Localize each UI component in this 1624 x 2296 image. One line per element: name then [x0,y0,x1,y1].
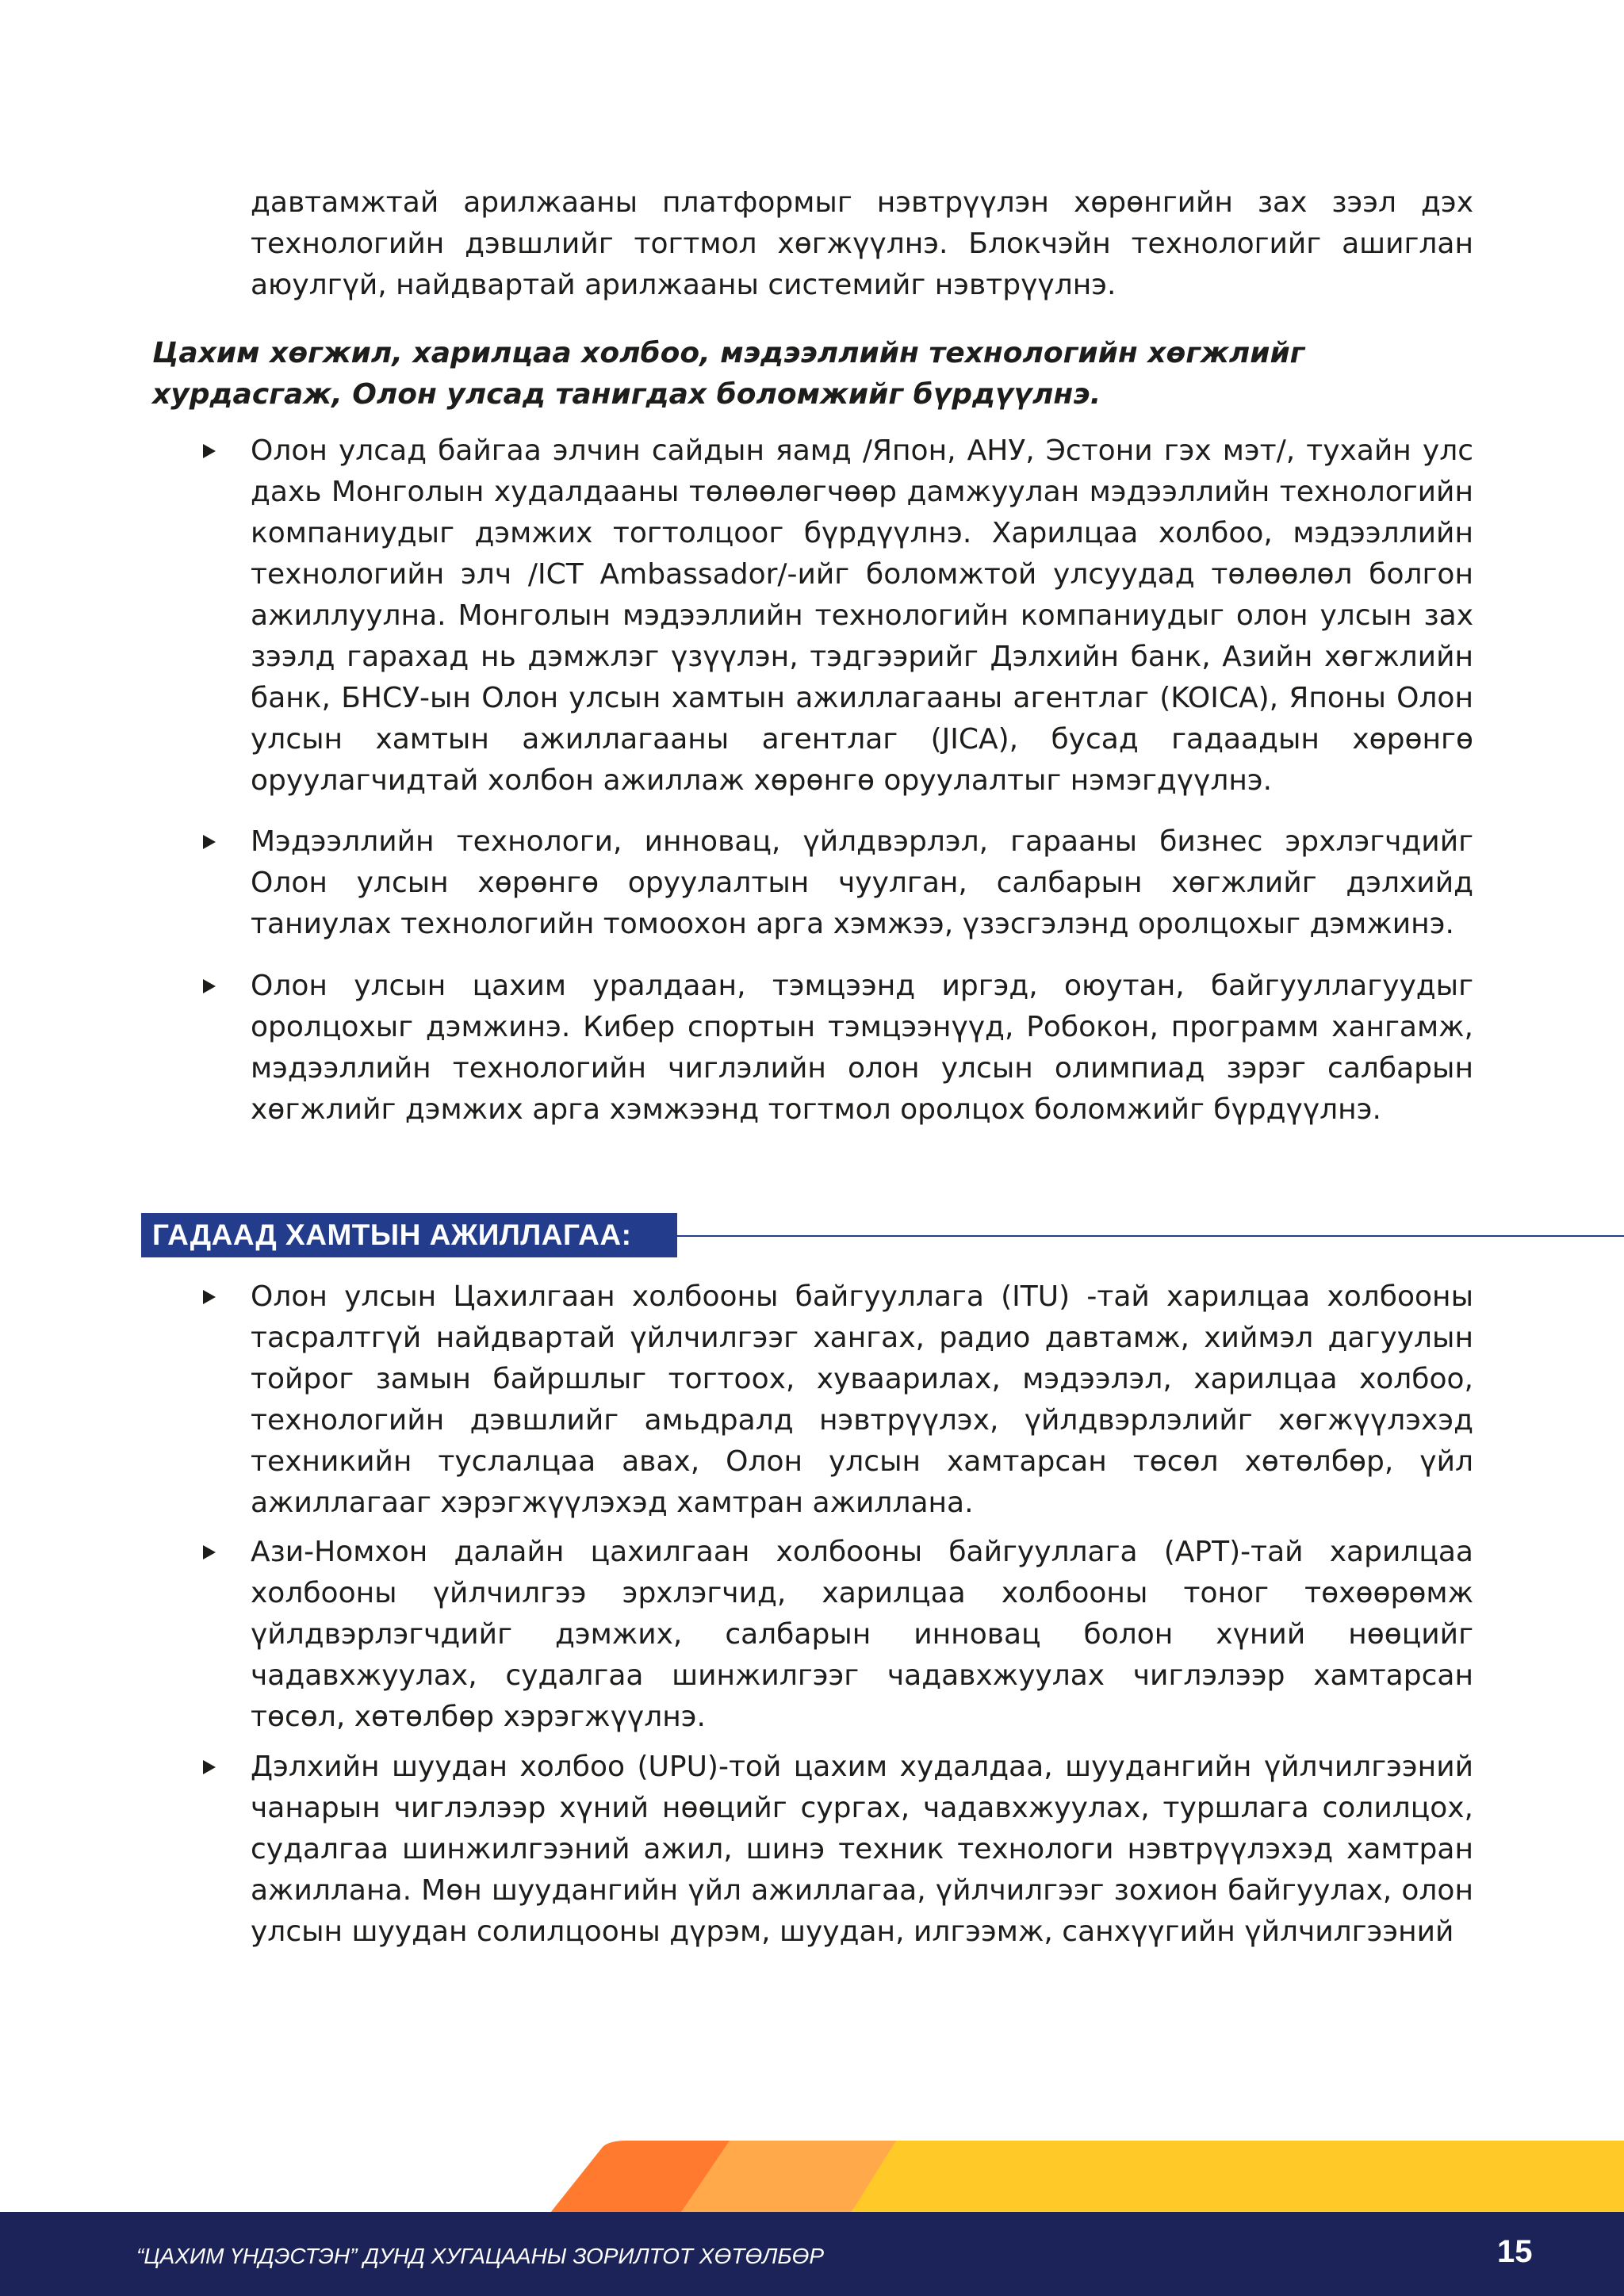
intro-paragraph: давтамжтай арилжааны платформыг нэвтрүүлэн хөрөнгийн зах зээл дэх технологийн дэвшлийг тогтмол хөгжүүлнэ. Блокчэйн технологийг ашиглан аюулгүй, найдвартай арилжааны системийг нэвтрүүлнэ. [251,186,1473,301]
triangle-bullet-icon [203,1747,222,1788]
footer-decoration [0,2141,1624,2217]
triangle-bullet-icon [203,430,222,472]
list-item-text: Олон улсын цахим уралдаан, тэмцээнд иргэд, оюутан, байгууллагуудыг оролцохыг дэмжинэ. Кибер спортын тэмцээнүүд, Робокон, программ хангамж, мэдээллийн технологийн чиглэлийн олон улсын олимпиад зэрэг салбарын хөгжлийг дэмжих арга хэмжээнд тогтмол оролцох боломжийг бүрдүүлнэ. [251,970,1473,1126]
section-divider [677,1235,1624,1237]
list-item-text: Олон улсын Цахилгаан холбооны байгууллага (ITU) -тай харилцаа холбооны тасралтгүй найдвартай үйлчилгээг хангах, радио давтамж, хиймэл дагуулын тойрог замын байршлыг тогтоох, хуваарилах, мэдээлэл, харилцаа холбоо, технологийн дэвшлийг амьдралд нэвтрүүлэх, үйлдвэрлэлийг хөгжүүлэхэд техникийн туслалцаа авах, Олон улсын хамтарсан төсөл хөтөлбөр, үйл ажиллагааг хэрэгжүүлэхэд хамтран ажиллана. [251,1280,1473,1519]
list-item-text: Ази-Номхон далайн цахилгаан холбооны байгууллага (APT)-тай харилцаа холбооны үйлчилгээ эрхлэгчид, харилцаа холбооны тоног төхөөрөмж үйлдвэрлэгчдийг дэмжих, салбарын инновац болон хүний нөөцийг чадавхжуулах, судалгаа шинжилгээг чадавхжуулах чиглэлээр хамтарсан төсөл, хөтөлбөр хэрэгжүүлнэ. [251,1536,1473,1733]
page-number: 15 [1497,2234,1533,2269]
triangle-bullet-icon [203,821,222,863]
yellow-stripe [848,2141,1624,2217]
section-title: ГАДААД ХАМТЫН АЖИЛЛАГАА: [141,1213,677,1257]
subheading: Цахим хөгжил, харилцаа холбоо, мэдээллийн технологийн хөгжлийг хурдасгаж, Олон улсад танигдах боломжийг бүрдүүлнэ. [152,337,1305,411]
list-item-text: Дэлхийн шуудан холбоо (UPU)-той цахим худалдаа, шуудангийн үйлчилгээний чанарын чиглэлээр хүний нөөцийг сургах, чадавхжуулах, туршлага солилцох, судалгаа шинжилгээний ажил, шинэ техник технологи нэвтрүүлэхэд хамтран ажиллана. Мөн шуудангийн үйл ажиллагаа, үйлчилгээг зохион байгуулах, олон улсын шуудан солилцооны дүрэм, шуудан, илгээмж, санхүүгийн үйлчилгээний [251,1751,1473,1948]
triangle-bullet-icon [203,966,222,1007]
list-item-text: Олон улсад байгаа элчин сайдын яамд /Япон, АНУ, Эстони гэх мэт/, тухайн улс дахь Монголын худалдааны төлөөлөгчөөр дамжуулан мэдээллийн технологийн компаниудыг дэмжих тогтолцоог бүрдүүлнэ. Харилцаа холбоо, мэдээллийн технологийн элч /ICT Ambassador/-ийг боломжтой улсуудад төлөөлөл болгон ажиллуулна. Монголын мэдээллийн технологийн компаниудыг олон улсын зах зээлд гарахад нь дэмжлэг үзүүлэн, тэдгээрийг Дэлхийн банк, Азийн хөгжлийн банк, БНСУ-ын Олон улсын хамтын ажиллагааны агентлаг (KOICA), Японы Олон улсын хамтын ажиллагааны агентлаг (JICA), бусад гадаадын хөрөнгө оруулагчидтай холбон ажиллаж хөрөнгө оруулалтыг нэмэгдүүлнэ. [251,434,1473,797]
list-item-text: Мэдээллийн технологи, инновац, үйлдвэрлэл, гарааны бизнес эрхлэгчдийг Олон улсын хөрөнгө оруулалтын чуулган, салбарын хөгжлийг дэлхийд таниулах технологийн томоохон арга хэмжээ, үзэсгэлэнд оролцохыг дэмжинэ. [251,825,1473,940]
triangle-bullet-icon [203,1532,222,1573]
footer-program-title: “ЦАХИМ ҮНДЭСТЭН” ДУНД ХУГАЦААНЫ ЗОРИЛТОТ ХӨТӨЛБӨР [136,2244,825,2268]
triangle-bullet-icon [203,1276,222,1318]
